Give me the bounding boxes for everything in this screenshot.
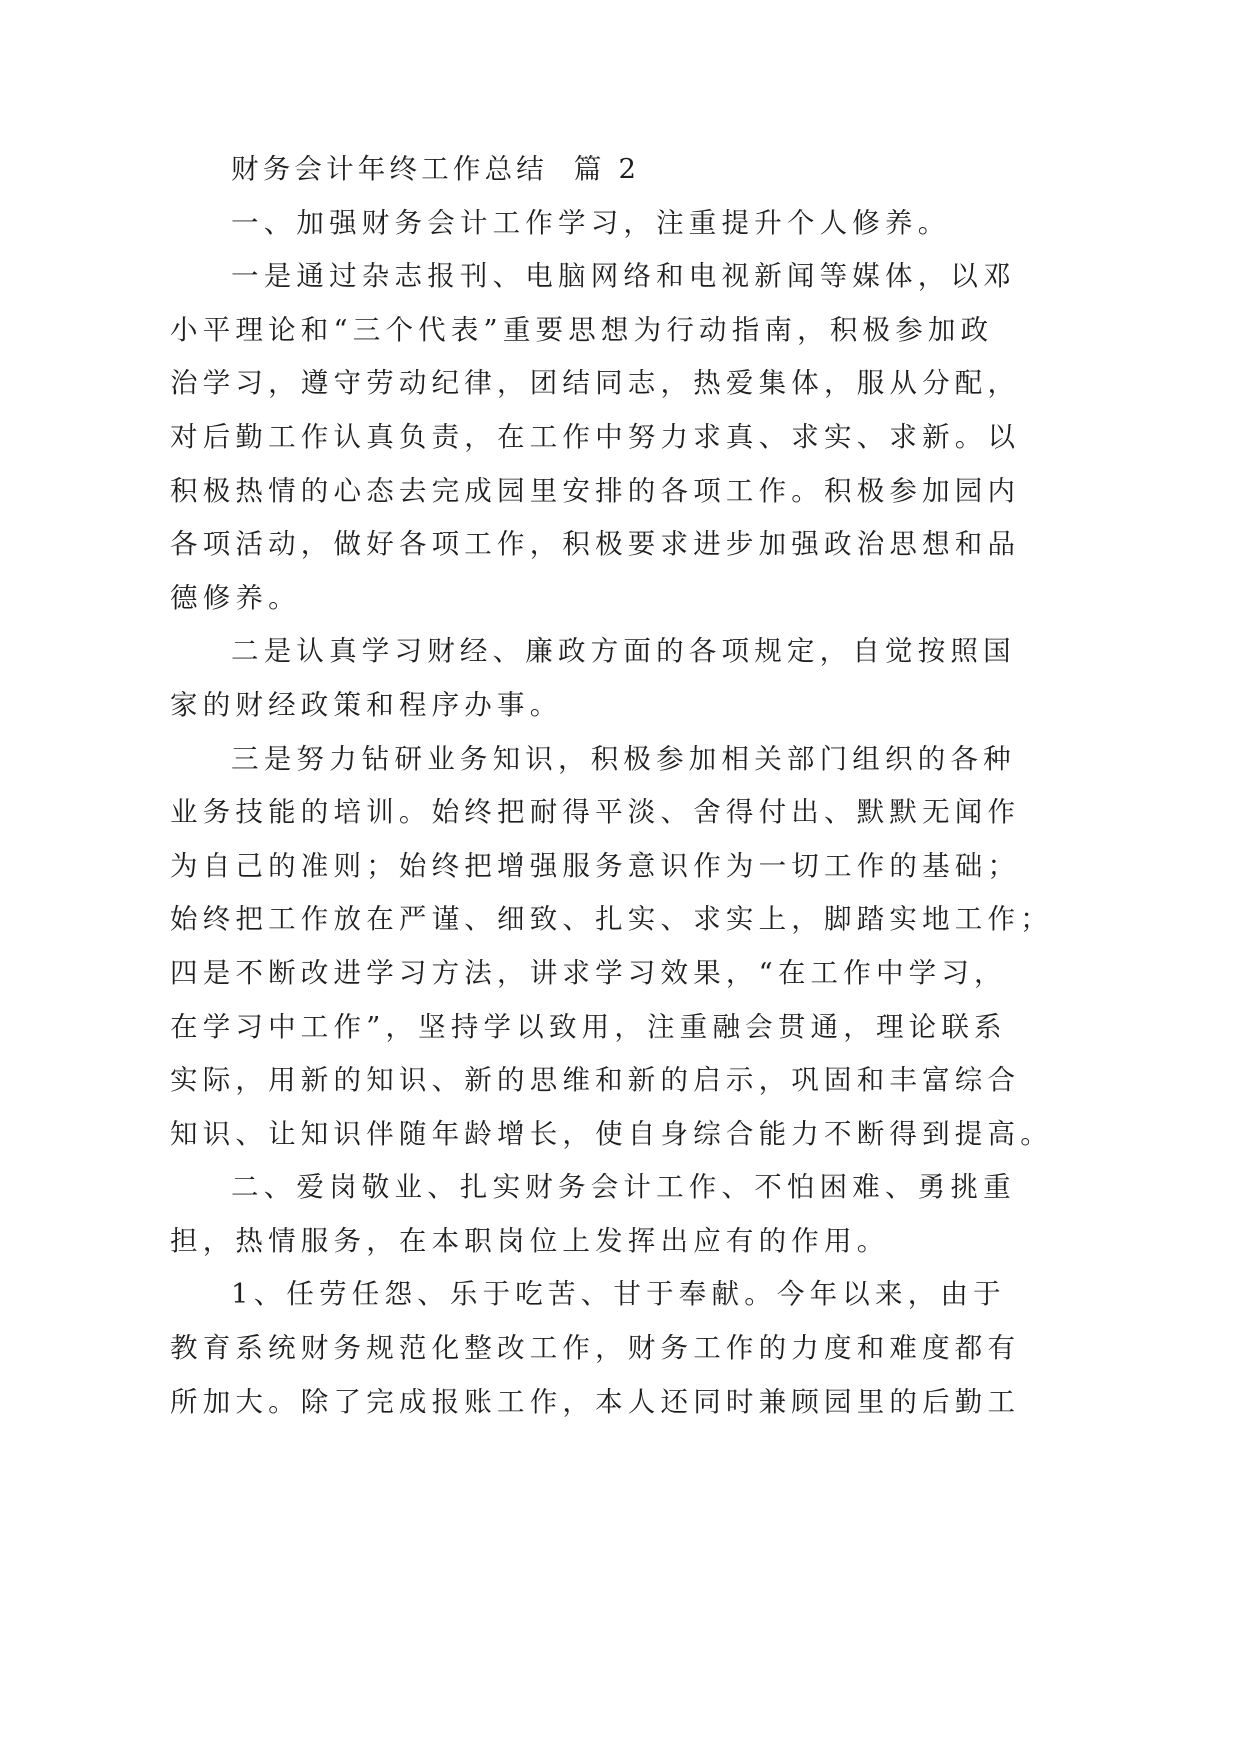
paragraph-line: 教育系统财务规范化整改工作，财务工作的力度和难度都有	[170, 1332, 1021, 1365]
paragraph-line: 四是不断改进学习方法，讲求学习效果，“在工作中学习，	[170, 956, 1007, 989]
paragraph-line: 家的财经政策和程序办事。	[170, 688, 563, 721]
paragraph-line: 为自己的准则；始终把增强服务意识作为一切工作的基础；	[170, 849, 1021, 882]
paragraph-line: 小平理论和“三个代表”重要思想为行动指南，积极参加政	[170, 313, 994, 346]
document-body	[170, 143, 1053, 1429]
paragraph-line: 治学习，遵守劳动纪律，团结同志，热爱集体，服从分配，	[170, 367, 1021, 400]
paragraph-line: 德修养。	[170, 581, 301, 614]
paragraph-line: 所加大。除了完成报账工作，本人还同时兼顾园里的后勤工	[170, 1385, 1021, 1418]
paragraph-line: 一是通过杂志报刊、电脑网络和电视新闻等媒体，以邓	[231, 260, 1016, 293]
paragraph-line: 实际，用新的知识、新的思维和新的启示，巩固和丰富综合	[170, 1064, 1021, 1097]
paragraph-line: 业务技能的培训。始终把耐得平淡、舍得付出、默默无闻作	[170, 796, 1021, 829]
paragraph-line: 在学习中工作”，坚持学以致用，注重融会贯通，理论联系	[170, 1010, 1007, 1043]
paragraph-line: 1、任劳任怨、乐于吃苦、甘于奉献。今年以来，由于	[231, 1278, 1006, 1311]
document-title: 财务会计年终工作总结 篇 2	[231, 153, 641, 185]
section-heading: 一、加强财务会计工作学习，注重提升个人修养。	[231, 206, 951, 239]
paragraph-line: 二是认真学习财经、廉政方面的各项规定，自觉按照国	[231, 635, 1016, 668]
section-heading: 二、爱岗敬业、扎实财务会计工作、不怕困难、勇挑重	[231, 1171, 1016, 1204]
paragraph-line: 对后勤工作认真负责，在工作中努力求真、求实、求新。以	[170, 420, 1021, 453]
paragraph-line: 始终把工作放在严谨、细致、扎实、求实上，脚踏实地工作；	[170, 903, 1053, 936]
paragraph-line: 知识、让知识伴随年龄增长，使自身综合能力不断得到提高。	[170, 1117, 1053, 1150]
paragraph-line: 各项活动，做好各项工作，积极要求进步加强政治思想和品	[170, 528, 1021, 561]
paragraph-line: 积极热情的心态去完成园里安排的各项工作。积极参加园内	[170, 474, 1021, 507]
paragraph-line: 三是努力钻研业务知识，积极参加相关部门组织的各种	[231, 742, 1016, 775]
section-heading-continued: 担，热情服务，在本职岗位上发挥出应有的作用。	[170, 1224, 890, 1257]
